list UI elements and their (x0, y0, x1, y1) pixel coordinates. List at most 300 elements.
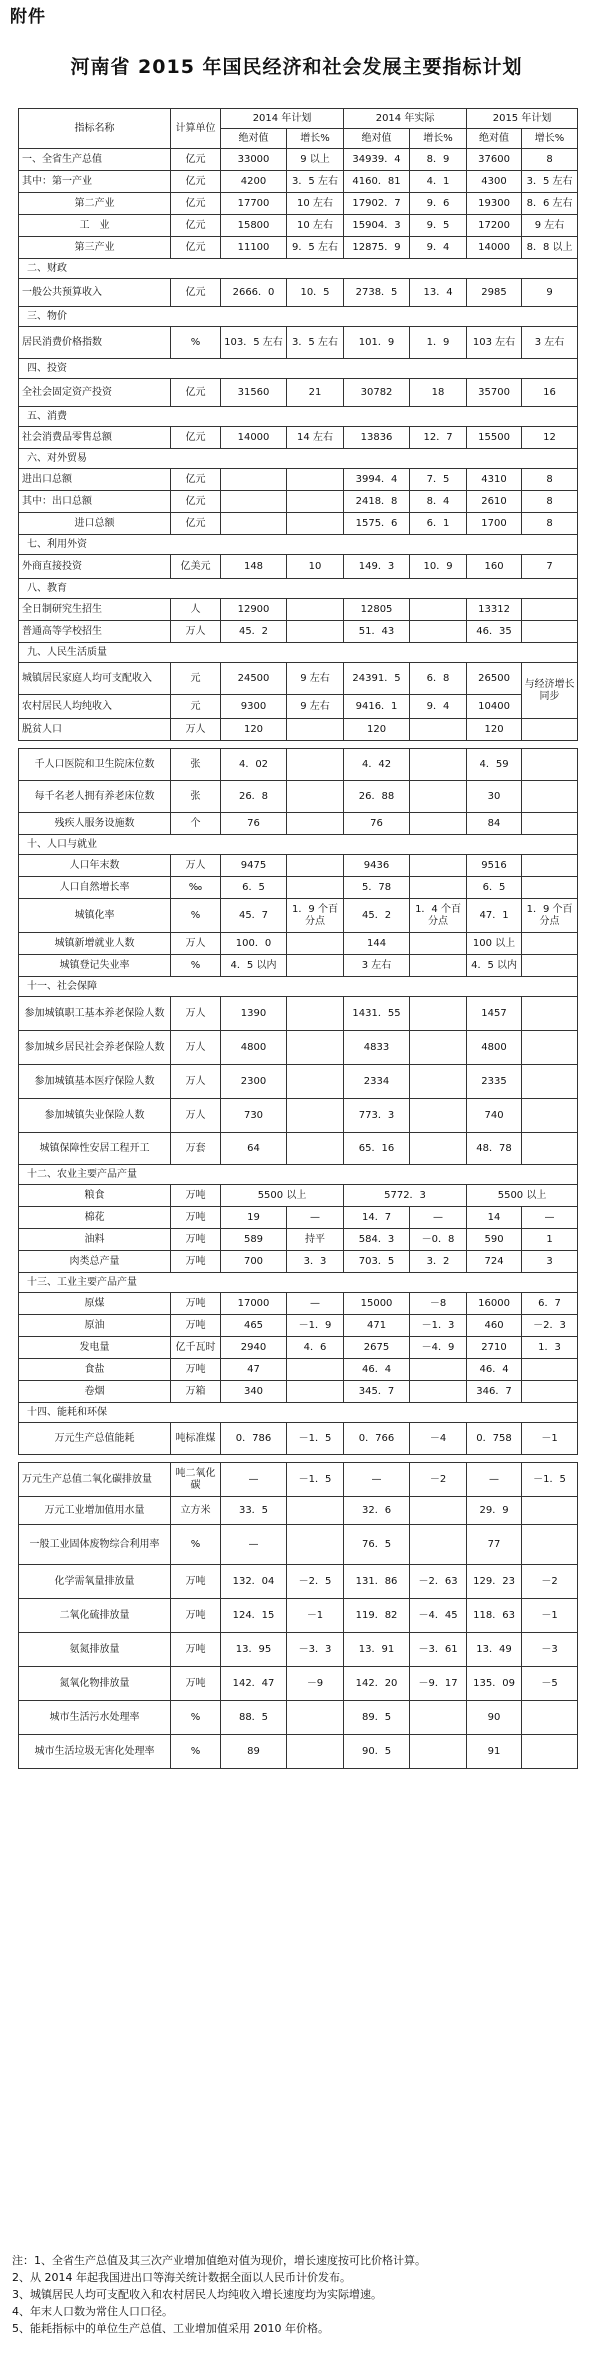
indicator-name: 第二产业 (19, 193, 171, 215)
plan-2015-value: 14 (467, 1207, 522, 1229)
plan-2015-value: 5500 以上 (467, 1185, 578, 1207)
section-title: 四、投资 (19, 359, 578, 379)
indicator-row (19, 621, 578, 643)
plan-2014-value: 4200 (221, 171, 287, 193)
plan-2015-value: 10400 (467, 695, 522, 719)
plan-2015-growth (522, 1065, 578, 1099)
indicator-name: 参加城镇职工基本养老保险人数 (19, 997, 171, 1031)
plan-2014-growth: 4．6 (287, 1337, 344, 1359)
plan-2015-growth (522, 877, 578, 899)
actual-2014-growth (410, 1359, 467, 1381)
actual-2014-growth (410, 1099, 467, 1133)
plan-2014-value: 14000 (221, 427, 287, 449)
indicator-row (19, 899, 578, 933)
plan-2015-value: 160 (467, 555, 522, 579)
indicator-row (19, 1359, 578, 1381)
indicator-name: 万元工业增加值用水量 (19, 1497, 171, 1525)
plan-2015-value: 129．23 (467, 1565, 522, 1599)
plan-2014-growth: 3．5 左右 (287, 171, 344, 193)
unit: 万吨 (171, 1633, 221, 1667)
actual-2014-growth: －2 (410, 1463, 467, 1497)
header-growth-1: 增长% (287, 129, 344, 149)
indicator-name: 城镇居民家庭人均可支配收入 (19, 663, 171, 695)
plan-2015-growth: －5 (522, 1667, 578, 1701)
actual-2014-growth (410, 877, 467, 899)
plan-2014-growth (287, 491, 344, 513)
indicator-name: 千人口医院和卫生院床位数 (19, 749, 171, 781)
plan-2014-value: 142．47 (221, 1667, 287, 1701)
indicator-row (19, 997, 578, 1031)
indicator-name: 一般公共预算收入 (19, 279, 171, 307)
plan-2014-growth (287, 719, 344, 741)
indicator-name: 城市生活垃圾无害化处理率 (19, 1735, 171, 1769)
plan-2015-value: 120 (467, 719, 522, 741)
plan-2014-value: 17000 (221, 1293, 287, 1315)
footnote-4: 4、年末人口数为常住人口口径。 (12, 2305, 173, 2318)
indicator-name: 参加城镇基本医疗保险人数 (19, 1065, 171, 1099)
header-growth-2: 增长% (410, 129, 467, 149)
plan-2015-growth: 8．8 以上 (522, 237, 578, 259)
plan-2014-growth (287, 1065, 344, 1099)
plan-2014-value: 148 (221, 555, 287, 579)
actual-2014-growth (410, 749, 467, 781)
unit: 人 (171, 599, 221, 621)
indicator-name: 人口自然增长率 (19, 877, 171, 899)
plan-2015-value: 6．5 (467, 877, 522, 899)
section-title: 十三、工业主要产品产量 (19, 1273, 578, 1293)
plan-2015-value: 103 左右 (467, 327, 522, 359)
plan-2015-value: 90 (467, 1701, 522, 1735)
plan-2014-growth: 9 左右 (287, 695, 344, 719)
indicator-name: 进口总额 (19, 513, 171, 535)
plan-2015-growth: 12 (522, 427, 578, 449)
actual-2014-growth (410, 813, 467, 835)
plan-2015-value: 14000 (467, 237, 522, 259)
plan-2015-growth: 8 (522, 149, 578, 171)
actual-2014-growth: 10．9 (410, 555, 467, 579)
actual-2014-value: 4160．81 (344, 171, 410, 193)
section-row (19, 1403, 578, 1423)
plan-2015-growth: 6．7 (522, 1293, 578, 1315)
indicator-row (19, 955, 578, 977)
plan-2014-value: 730 (221, 1099, 287, 1133)
plan-2015-growth (522, 997, 578, 1031)
actual-2014-value: 76．5 (344, 1525, 410, 1565)
plan-2014-growth: －2．5 (287, 1565, 344, 1599)
header-abs-2: 绝对值 (344, 129, 410, 149)
unit: 万吨 (171, 1599, 221, 1633)
indicator-table (18, 108, 578, 1769)
indicator-row (19, 491, 578, 513)
actual-2014-growth: －8 (410, 1293, 467, 1315)
plan-2014-growth (287, 1735, 344, 1769)
plan-2014-value: 88．5 (221, 1701, 287, 1735)
attachment-label: 附件 (10, 7, 46, 27)
unit: 万人 (171, 855, 221, 877)
actual-2014-value: 4．42 (344, 749, 410, 781)
actual-2014-value: 34939．4 (344, 149, 410, 171)
plan-2015-growth (522, 621, 578, 643)
indicator-row (19, 1133, 578, 1165)
indicator-row (19, 1633, 578, 1667)
plan-2015-growth: 8 (522, 491, 578, 513)
actual-2014-value: 12875．9 (344, 237, 410, 259)
indicator-row (19, 1315, 578, 1337)
unit: 万人 (171, 719, 221, 741)
plan-2014-growth: — (287, 1207, 344, 1229)
plan-2015-value: 19300 (467, 193, 522, 215)
actual-2014-value: 703．5 (344, 1251, 410, 1273)
plan-2015-growth: 3 (522, 1251, 578, 1273)
actual-2014-value: 149．3 (344, 555, 410, 579)
actual-2014-value: 76 (344, 813, 410, 835)
actual-2014-value: 4833 (344, 1031, 410, 1065)
plan-2015-value: 47．1 (467, 899, 522, 933)
plan-2015-value: 15500 (467, 427, 522, 449)
plan-2015-growth: 9 左右 (522, 215, 578, 237)
plan-2014-value: 589 (221, 1229, 287, 1251)
section-title: 七、利用外资 (19, 535, 578, 555)
unit: 元 (171, 695, 221, 719)
actual-2014-value: 2334 (344, 1065, 410, 1099)
plan-2014-growth: 10 左右 (287, 193, 344, 215)
plan-2014-growth (287, 1133, 344, 1165)
unit: 万吨 (171, 1293, 221, 1315)
plan-2015-growth-merged: 与经济增长同步 (522, 663, 578, 719)
indicator-name: 进出口总额 (19, 469, 171, 491)
indicator-row (19, 1031, 578, 1065)
plan-2015-value: 29．9 (467, 1497, 522, 1525)
plan-2014-growth: 10 左右 (287, 215, 344, 237)
plan-2014-growth: 1．9 个百分点 (287, 899, 344, 933)
unit: 立方米 (171, 1497, 221, 1525)
plan-2015-value: 17200 (467, 215, 522, 237)
indicator-name: 原油 (19, 1315, 171, 1337)
plan-2014-value: 47 (221, 1359, 287, 1381)
plan-2014-growth (287, 469, 344, 491)
plan-2014-value: 89 (221, 1735, 287, 1769)
actual-2014-value: 26．88 (344, 781, 410, 813)
actual-2014-growth: 9．4 (410, 237, 467, 259)
indicator-name: 城镇新增就业人数 (19, 933, 171, 955)
plan-2014-value: 6．5 (221, 877, 287, 899)
unit: 万吨 (171, 1229, 221, 1251)
indicator-row (19, 1099, 578, 1133)
plan-2014-value: 33000 (221, 149, 287, 171)
actual-2014-growth (410, 599, 467, 621)
plan-2014-growth (287, 933, 344, 955)
actual-2014-growth: 6．8 (410, 663, 467, 695)
plan-2015-value: 2335 (467, 1065, 522, 1099)
plan-2014-value: 19 (221, 1207, 287, 1229)
row-gap (19, 741, 578, 749)
unit: 万人 (171, 1031, 221, 1065)
plan-2014-value: 0．786 (221, 1423, 287, 1455)
plan-2015-value: 590 (467, 1229, 522, 1251)
unit: 万吨 (171, 1667, 221, 1701)
indicator-row (19, 1185, 578, 1207)
actual-2014-growth (410, 621, 467, 643)
plan-2015-value: — (467, 1463, 522, 1497)
indicator-row (19, 1337, 578, 1359)
actual-2014-value: 2675 (344, 1337, 410, 1359)
unit: 万人 (171, 621, 221, 643)
footnote-1: 注：1、全省生产总值及其三次产业增加值绝对值为现价，增长速度按可比价格计算。 (12, 2254, 426, 2267)
actual-2014-value: 30782 (344, 379, 410, 407)
plan-2014-value: 700 (221, 1251, 287, 1273)
plan-2015-value: 46．35 (467, 621, 522, 643)
unit: 亿元 (171, 513, 221, 535)
plan-2015-value: 37600 (467, 149, 522, 171)
plan-2014-growth (287, 621, 344, 643)
plan-2014-growth (287, 1381, 344, 1403)
indicator-row (19, 1229, 578, 1251)
actual-2014-growth: — (410, 1207, 467, 1229)
actual-2014-value: 65．16 (344, 1133, 410, 1165)
unit: 万吨 (171, 1359, 221, 1381)
indicator-row (19, 599, 578, 621)
indicator-row (19, 1463, 578, 1497)
plan-2014-growth (287, 1701, 344, 1735)
actual-2014-growth (410, 1065, 467, 1099)
plan-2015-growth: －2 (522, 1565, 578, 1599)
indicator-name: 居民消费价格指数 (19, 327, 171, 359)
plan-2014-growth (287, 1099, 344, 1133)
plan-2015-growth: 16 (522, 379, 578, 407)
plan-2015-growth: －1 (522, 1423, 578, 1455)
indicator-row (19, 719, 578, 741)
plan-2014-value: 64 (221, 1133, 287, 1165)
actual-2014-value: 131．86 (344, 1565, 410, 1599)
header-unit: 计算单位 (171, 109, 221, 149)
actual-2014-growth (410, 855, 467, 877)
unit: 万箱 (171, 1381, 221, 1403)
plan-2014-growth: －1 (287, 1599, 344, 1633)
plan-2014-growth: 9 左右 (287, 663, 344, 695)
unit: 亿元 (171, 469, 221, 491)
section-row (19, 977, 578, 997)
actual-2014-value: 46．4 (344, 1359, 410, 1381)
plan-2015-growth (522, 599, 578, 621)
plan-2015-growth: －2．3 (522, 1315, 578, 1337)
indicator-name: 其中：第一产业 (19, 171, 171, 193)
plan-2014-value (221, 513, 287, 535)
plan-2014-growth (287, 781, 344, 813)
actual-2014-value: 345．7 (344, 1381, 410, 1403)
plan-2014-value: 9475 (221, 855, 287, 877)
indicator-row (19, 215, 578, 237)
header-plan-2015: 2015 年计划 (467, 109, 578, 129)
unit: 亿元 (171, 149, 221, 171)
indicator-row (19, 427, 578, 449)
plan-2015-growth (522, 1735, 578, 1769)
indicator-row (19, 1207, 578, 1229)
section-row (19, 579, 578, 599)
section-title: 八、教育 (19, 579, 578, 599)
indicator-name: 农村居民人均纯收入 (19, 695, 171, 719)
plan-2014-value: 340 (221, 1381, 287, 1403)
plan-2015-growth (522, 1701, 578, 1735)
actual-2014-growth (410, 1525, 467, 1565)
actual-2014-value: 1431．55 (344, 997, 410, 1031)
indicator-name: 原煤 (19, 1293, 171, 1315)
actual-2014-growth: 4．1 (410, 171, 467, 193)
header-abs-1: 绝对值 (221, 129, 287, 149)
plan-2015-value: 346．7 (467, 1381, 522, 1403)
actual-2014-growth (410, 933, 467, 955)
plan-2015-value: 16000 (467, 1293, 522, 1315)
unit: 吨二氧化碳 (171, 1463, 221, 1497)
section-title: 三、物价 (19, 307, 578, 327)
unit: 个 (171, 813, 221, 835)
indicator-row (19, 149, 578, 171)
actual-2014-value: 142．20 (344, 1667, 410, 1701)
indicator-row (19, 513, 578, 535)
plan-2014-value: 1390 (221, 997, 287, 1031)
plan-2014-value: 4800 (221, 1031, 287, 1065)
actual-2014-value: 0．766 (344, 1423, 410, 1455)
indicator-name: 第三产业 (19, 237, 171, 259)
plan-2014-value: 124．15 (221, 1599, 287, 1633)
unit: 张 (171, 781, 221, 813)
actual-2014-growth: 1．4 个百分点 (410, 899, 467, 933)
actual-2014-growth: 6．1 (410, 513, 467, 535)
indicator-row (19, 327, 578, 359)
plan-2014-growth: 持平 (287, 1229, 344, 1251)
indicator-name: 万元生产总值二氧化碳排放量 (19, 1463, 171, 1497)
actual-2014-growth (410, 719, 467, 741)
indicator-row (19, 1565, 578, 1599)
indicator-name: 棉花 (19, 1207, 171, 1229)
indicator-name: 卷烟 (19, 1381, 171, 1403)
indicator-row (19, 663, 578, 695)
actual-2014-growth: 13．4 (410, 279, 467, 307)
actual-2014-value: 3 左右 (344, 955, 410, 977)
actual-2014-value: 51．43 (344, 621, 410, 643)
plan-2015-growth: 3．5 左右 (522, 171, 578, 193)
plan-2014-growth (287, 1497, 344, 1525)
plan-2015-growth (522, 1497, 578, 1525)
table-body (19, 149, 578, 1769)
actual-2014-value: 45．2 (344, 899, 410, 933)
indicator-name: 参加城镇失业保险人数 (19, 1099, 171, 1133)
plan-2014-growth: 10 (287, 555, 344, 579)
unit: 亿元 (171, 237, 221, 259)
actual-2014-value: 1575．6 (344, 513, 410, 535)
indicator-row (19, 855, 578, 877)
actual-2014-growth: －4．9 (410, 1337, 467, 1359)
plan-2014-value: 24500 (221, 663, 287, 695)
actual-2014-growth (410, 1031, 467, 1065)
plan-2014-value: 13．95 (221, 1633, 287, 1667)
actual-2014-growth: 18 (410, 379, 467, 407)
plan-2014-value: 26．8 (221, 781, 287, 813)
section-title: 十、人口与就业 (19, 835, 578, 855)
plan-2015-growth (522, 1525, 578, 1565)
plan-2014-value: 12900 (221, 599, 287, 621)
actual-2014-growth (410, 955, 467, 977)
plan-2015-value: 1700 (467, 513, 522, 535)
plan-2015-value: 4310 (467, 469, 522, 491)
actual-2014-growth: －4 (410, 1423, 467, 1455)
plan-2015-value: 46．4 (467, 1359, 522, 1381)
plan-2015-growth: －1 (522, 1599, 578, 1633)
indicator-name: 社会消费品零售总额 (19, 427, 171, 449)
plan-2014-value: — (221, 1525, 287, 1565)
plan-2014-growth: 21 (287, 379, 344, 407)
indicator-name: 一般工业固体废物综合利用率 (19, 1525, 171, 1565)
section-title: 十一、社会保障 (19, 977, 578, 997)
actual-2014-value: 14．7 (344, 1207, 410, 1229)
indicator-row (19, 1497, 578, 1525)
footnote-5: 5、能耗指标中的单位生产总值、工业增加值采用 2010 年价格。 (12, 2322, 329, 2335)
indicator-row (19, 379, 578, 407)
actual-2014-value: 2418．8 (344, 491, 410, 513)
actual-2014-growth (410, 781, 467, 813)
unit: 亿元 (171, 279, 221, 307)
actual-2014-growth (410, 1133, 467, 1165)
plan-2014-growth (287, 749, 344, 781)
section-row (19, 407, 578, 427)
plan-2015-value: 84 (467, 813, 522, 835)
plan-2014-value: 2666．0 (221, 279, 287, 307)
plan-2015-growth: －1．5 (522, 1463, 578, 1497)
plan-2014-growth (287, 1525, 344, 1565)
indicator-row (19, 171, 578, 193)
actual-2014-growth: －0．8 (410, 1229, 467, 1251)
plan-2015-growth: 1．3 (522, 1337, 578, 1359)
plan-2015-growth: 8．6 左右 (522, 193, 578, 215)
indicator-name: 油料 (19, 1229, 171, 1251)
footnote-3: 3、城镇居民人均可支配收入和农村居民人均纯收入增长速度均为实际增速。 (12, 2288, 382, 2301)
indicator-name: 食盐 (19, 1359, 171, 1381)
actual-2014-growth: 8．4 (410, 491, 467, 513)
plan-2014-growth: 3．3 (287, 1251, 344, 1273)
plan-2014-value: 31560 (221, 379, 287, 407)
plan-2015-value: 13312 (467, 599, 522, 621)
plan-2014-value: 45．2 (221, 621, 287, 643)
plan-2015-value: 35700 (467, 379, 522, 407)
section-title: 六、对外贸易 (19, 449, 578, 469)
unit: 亿元 (171, 427, 221, 449)
plan-2015-value: 48．78 (467, 1133, 522, 1165)
actual-2014-value: 773．3 (344, 1099, 410, 1133)
indicator-row (19, 813, 578, 835)
section-row (19, 1273, 578, 1293)
plan-2014-growth: — (287, 1293, 344, 1315)
unit: 亿元 (171, 171, 221, 193)
actual-2014-value: 3994．4 (344, 469, 410, 491)
indicator-name: 氮氧化物排放量 (19, 1667, 171, 1701)
indicator-name: 人口年末数 (19, 855, 171, 877)
unit: 万人 (171, 1099, 221, 1133)
indicator-name: 全社会固定资产投资 (19, 379, 171, 407)
actual-2014-growth: 7．5 (410, 469, 467, 491)
unit: 亿元 (171, 379, 221, 407)
plan-2015-value: 2610 (467, 491, 522, 513)
plan-2015-growth (522, 719, 578, 741)
plan-2014-value: 9300 (221, 695, 287, 719)
indicator-row (19, 1599, 578, 1633)
indicator-name: 发电量 (19, 1337, 171, 1359)
section-row (19, 835, 578, 855)
plan-2014-growth: －9 (287, 1667, 344, 1701)
plan-2014-value: 4．02 (221, 749, 287, 781)
unit: % (171, 327, 221, 359)
plan-2014-value: 45．7 (221, 899, 287, 933)
plan-2015-value: 30 (467, 781, 522, 813)
unit: 万人 (171, 997, 221, 1031)
